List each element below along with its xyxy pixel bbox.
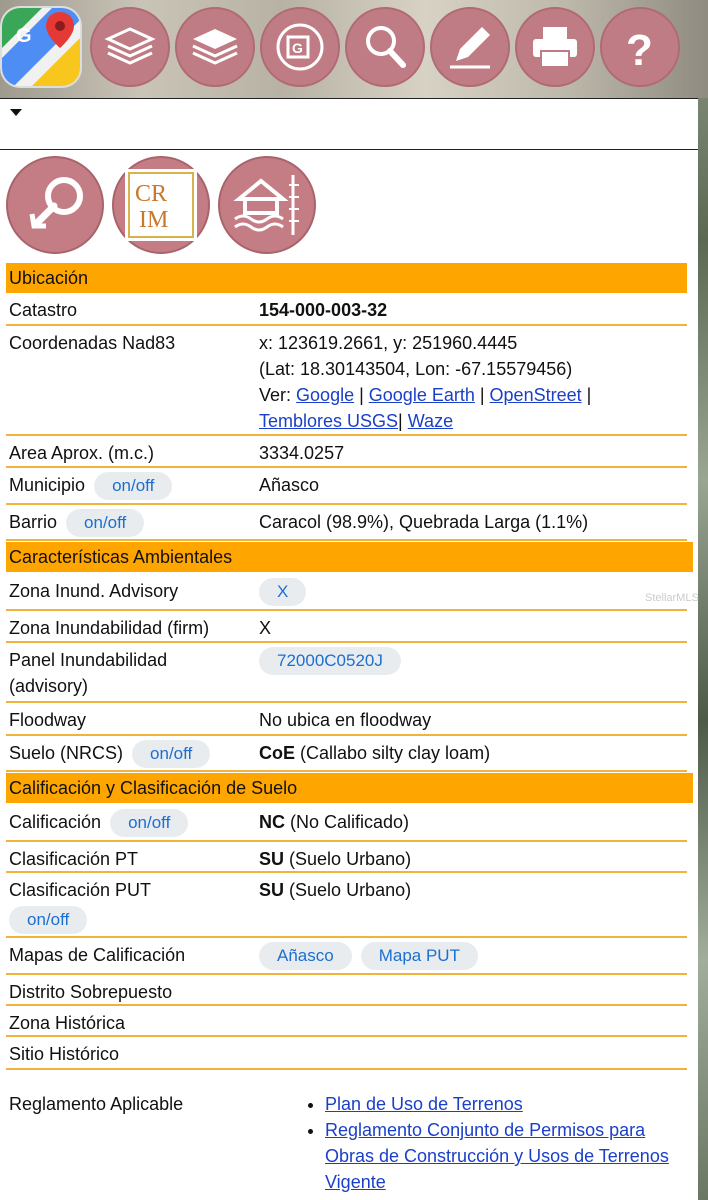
google-maps-button[interactable]	[2, 8, 80, 86]
layers-stack-icon	[187, 19, 243, 75]
zona-firm-value: X	[259, 618, 272, 638]
coordenadas-value	[259, 330, 591, 434]
google-earth-link[interactable]: Google Earth	[368, 385, 475, 405]
row-distrito	[6, 975, 687, 1006]
panel-inund-button[interactable]: 72000C0520J	[259, 647, 401, 675]
share-button[interactable]	[6, 156, 104, 254]
municipio-toggle-button[interactable]: on/off	[94, 472, 172, 500]
suelo-value: CoE (Callabo silty clay loam)	[259, 743, 491, 763]
distrito-label: Distrito Sobrepuesto	[9, 982, 173, 1002]
row-area	[6, 436, 687, 468]
coord-xy: x: 123619.2661, y: 251960.4445	[259, 333, 518, 353]
crim-button[interactable]	[112, 156, 210, 254]
openstreet-link[interactable]: OpenStreet	[489, 385, 582, 405]
search-icon	[357, 19, 413, 75]
calificacion-value: NC (No Calificado)	[259, 812, 410, 832]
area-value: 3334.0257	[259, 443, 345, 463]
sitio-historico-label: Sitio Histórico	[9, 1044, 120, 1064]
row-calificacion	[6, 805, 687, 842]
row-panel-inundabilidad	[6, 643, 687, 703]
section-ambientales: Características Ambientales	[6, 542, 693, 572]
row-clasificacion-pt	[6, 842, 687, 873]
area-label: Area Aprox. (m.c.)	[9, 443, 155, 463]
coordenadas-label: Coordenadas Nad83	[9, 333, 176, 353]
dropdown-caret-icon	[10, 109, 22, 116]
pencil-icon	[442, 19, 498, 75]
barrio-label: Barrio on/off	[9, 509, 144, 537]
watermark: StellarMLS	[645, 592, 699, 604]
print-button[interactable]	[515, 7, 595, 87]
municipio-label: Municipio on/off	[9, 472, 172, 500]
row-suelo	[6, 736, 687, 772]
row-coordenadas	[6, 326, 687, 436]
globe-id-icon	[272, 19, 328, 75]
row-zona-firm	[6, 611, 687, 643]
zona-historica-label: Zona Histórica	[9, 1013, 126, 1033]
row-sitio-historico	[6, 1037, 687, 1070]
section-ubicacion: Ubicación	[6, 263, 687, 293]
row-municipio	[6, 468, 687, 505]
coord-links-line1: Ver: Google | Google Earth | OpenStreet |	[259, 385, 592, 405]
share-arrow-icon	[20, 170, 90, 240]
crim-logo-icon	[121, 165, 201, 245]
mapas-label: Mapas de Calificación	[9, 945, 186, 965]
row-catastro	[6, 293, 687, 326]
waze-link[interactable]: Waze	[407, 411, 454, 431]
floodway-label: Floodway	[9, 710, 87, 730]
calificacion-label: Calificación on/off	[9, 809, 188, 837]
row-clasificacion-put	[6, 873, 687, 938]
section-calificacion: Calificación y Clasificación de Suelo	[6, 773, 693, 803]
put-toggle-button[interactable]: on/off	[9, 906, 87, 934]
plan-uso-terrenos-link[interactable]: Plan de Uso de Terrenos	[325, 1094, 523, 1114]
mapa-anasco-button[interactable]: Añasco	[259, 942, 352, 970]
clasificacion-pt-value: SU (Suelo Urbano)	[259, 849, 412, 869]
result-dropdown[interactable]	[0, 98, 698, 151]
svg-text:CR: CR	[135, 181, 168, 207]
row-zona-advisory	[6, 574, 687, 611]
row-floodway	[6, 703, 687, 736]
svg-text:?: ?	[626, 26, 653, 75]
list-item	[325, 1117, 688, 1195]
clasificacion-pt-label: Clasificación PT	[9, 849, 139, 869]
flood-button[interactable]	[218, 156, 316, 254]
catastro-value: 154-000-003-32	[259, 300, 388, 320]
edit-button[interactable]	[430, 7, 510, 87]
mapa-put-button[interactable]: Mapa PUT	[361, 942, 478, 970]
property-info-panel	[0, 150, 698, 1200]
help-icon	[612, 19, 668, 75]
row-barrio	[6, 505, 687, 541]
coord-links-line2: Temblores USGS| Waze	[259, 411, 454, 431]
list-item	[325, 1091, 688, 1117]
suelo-toggle-button[interactable]: on/off	[132, 740, 210, 768]
zona-advisory-button[interactable]: X	[259, 578, 306, 606]
svg-text:G: G	[292, 40, 303, 56]
row-reglamento	[6, 1088, 687, 1200]
toolbar	[0, 0, 708, 98]
search-button[interactable]	[345, 7, 425, 87]
zona-firm-label: Zona Inundabilidad (firm)	[9, 618, 210, 638]
barrio-toggle-button[interactable]: on/off	[66, 509, 144, 537]
ver-label: Ver:	[259, 385, 292, 405]
calificacion-toggle-button[interactable]: on/off	[110, 809, 188, 837]
barrio-value: Caracol (98.9%), Quebrada Larga (1.1%)	[259, 512, 589, 532]
municipio-value: Añasco	[259, 475, 320, 495]
svg-text:G: G	[16, 25, 32, 47]
catastro-label: Catastro	[9, 300, 78, 320]
layers-icon	[102, 19, 158, 75]
flood-house-icon	[227, 165, 307, 245]
suelo-label: Suelo (NRCS) on/off	[9, 740, 210, 768]
reglamento-conjunto-link[interactable]: Reglamento Conjunto de Permisos para Obras de Construcción y Usos de Terrenos Vigente	[325, 1120, 669, 1192]
google-maps-icon	[2, 8, 80, 86]
printer-icon	[527, 19, 583, 75]
panel-inund-label: Panel Inundabilidad (advisory)	[9, 650, 168, 696]
layers-button[interactable]	[90, 7, 170, 87]
help-button[interactable]	[600, 7, 680, 87]
row-mapas	[6, 938, 687, 975]
row-zona-historica	[6, 1006, 687, 1037]
reglamento-list	[303, 1091, 688, 1195]
google-link[interactable]: Google	[296, 385, 355, 405]
clasificacion-put-label: Clasificación PUT on/off	[9, 877, 151, 934]
reglamento-label: Reglamento Aplicable	[9, 1094, 184, 1114]
geo-id-button[interactable]	[260, 7, 340, 87]
floodway-value: No ubica en floodway	[259, 710, 432, 730]
clasificacion-put-value: SU (Suelo Urbano)	[259, 880, 412, 900]
temblores-usgs-link[interactable]: Temblores USGS	[259, 411, 399, 431]
coord-latlon: (Lat: 18.30143504, Lon: -67.15579456)	[259, 359, 573, 379]
zona-advisory-label: Zona Inund. Advisory	[9, 581, 179, 601]
layers-alt-button[interactable]	[175, 7, 255, 87]
svg-text:IM: IM	[139, 207, 169, 233]
